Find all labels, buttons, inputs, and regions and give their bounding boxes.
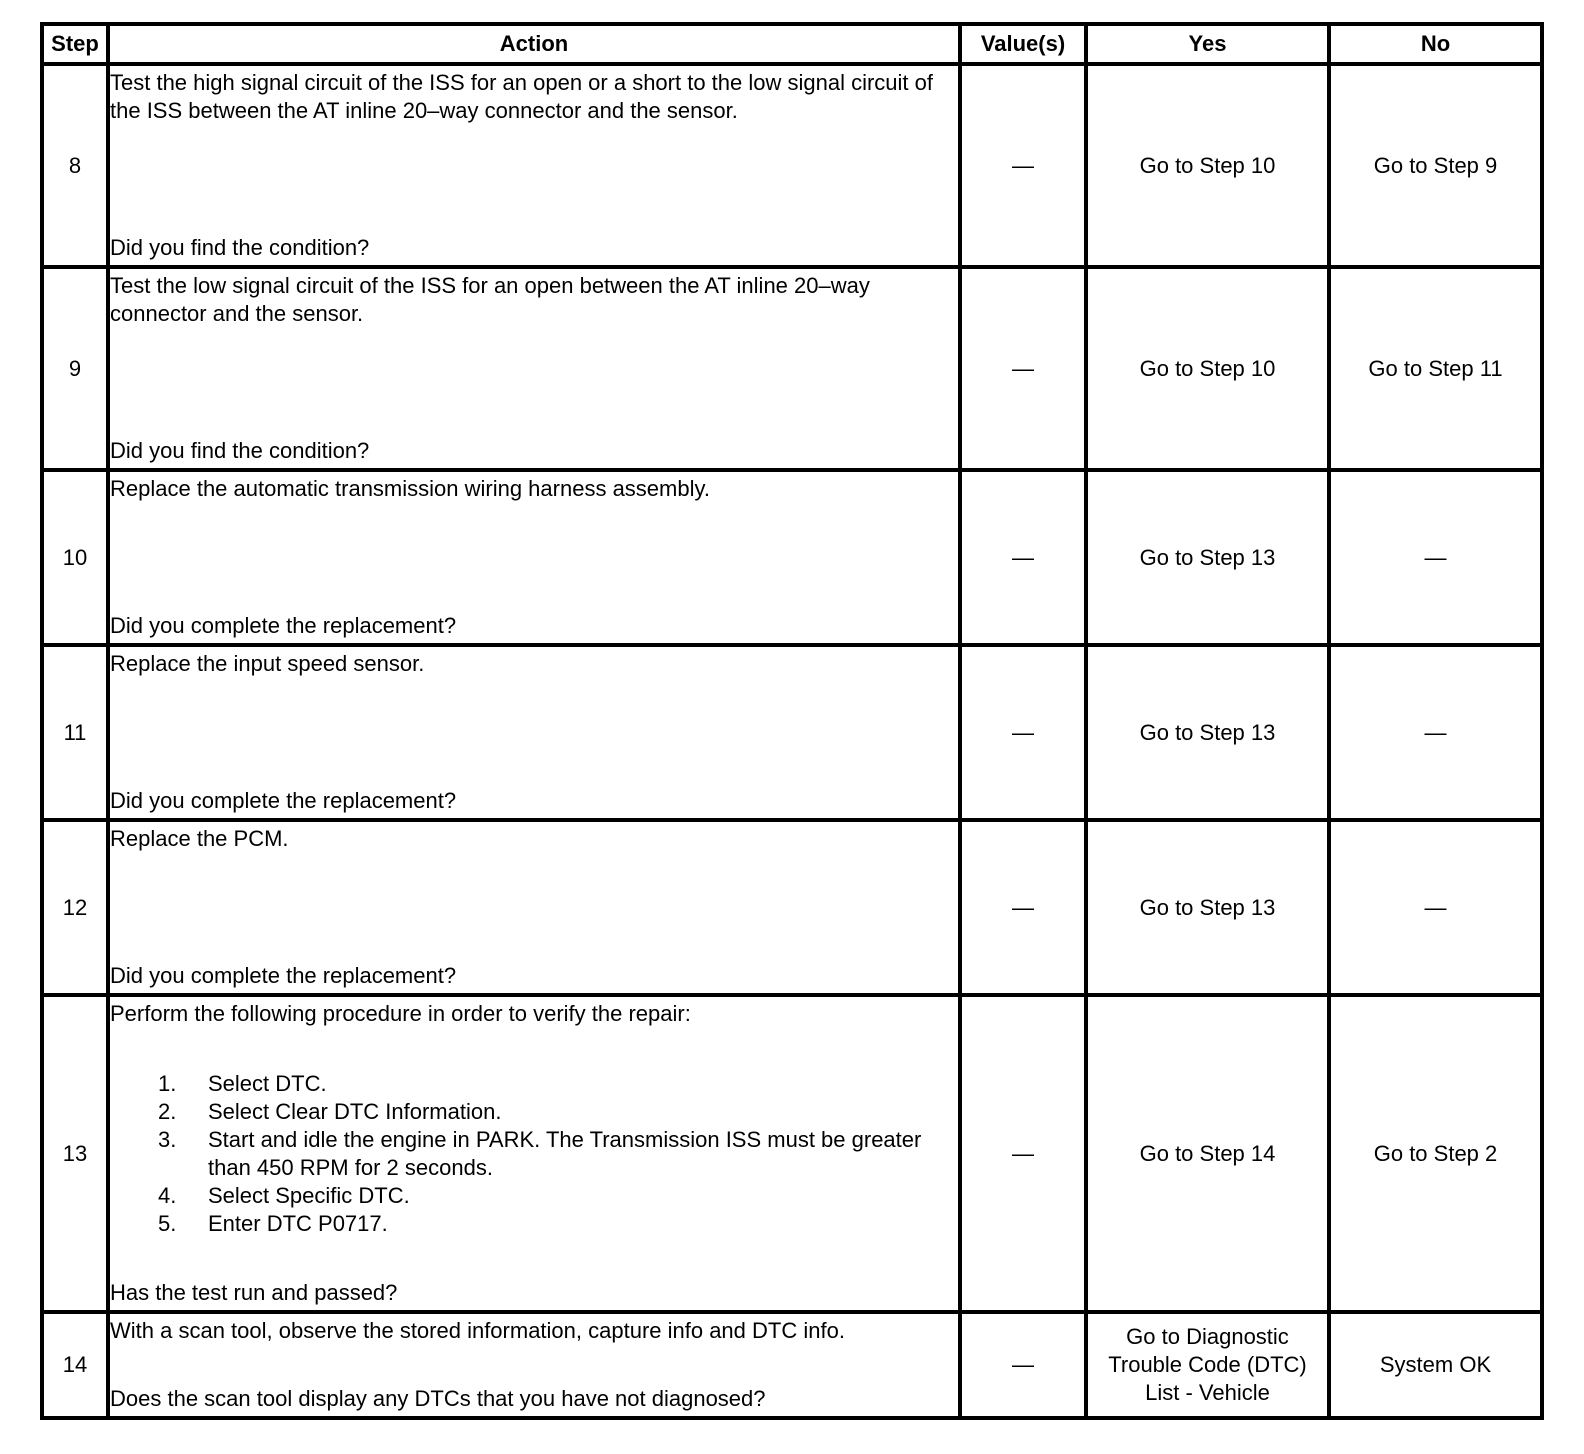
action-cell — [108, 995, 960, 1312]
no-cell: — — [1329, 645, 1542, 820]
no-cell: Go to Step 11 — [1329, 267, 1542, 470]
yes-cell: Go to Step 13 — [1086, 645, 1329, 820]
list-item-text: Start and idle the engine in PARK. The Transmission ISS must be greater than 450 RPM for 2 seconds. — [208, 1126, 922, 1180]
table-row — [42, 820, 1542, 995]
list-item-number: 1. — [158, 1070, 177, 1096]
header-values: Value(s) — [960, 24, 1086, 64]
action-question: Did you find the condition? — [110, 438, 370, 463]
action-question: Did you complete the replacement? — [110, 788, 457, 813]
yes-cell: Go to Step 13 — [1086, 470, 1329, 645]
step-number: 12 — [42, 820, 108, 995]
table-row — [42, 64, 1542, 267]
no-cell: Go to Step 9 — [1329, 64, 1542, 267]
action-cell — [108, 267, 960, 470]
action-question: Has the test run and passed? — [110, 1280, 398, 1305]
list-item-text: Enter DTC P0717. — [208, 1210, 388, 1236]
table-row — [42, 645, 1542, 820]
list-item — [110, 1070, 958, 1098]
no-cell: — — [1329, 820, 1542, 995]
list-item-number: 3. — [158, 1126, 177, 1152]
yes-cell: Go to Step 14 — [1086, 995, 1329, 1312]
value-cell: — — [960, 1312, 1086, 1418]
action-question: Did you complete the replacement? — [110, 613, 457, 638]
list-item — [110, 1098, 958, 1126]
no-cell: — — [1329, 470, 1542, 645]
no-cell: System OK — [1329, 1312, 1542, 1418]
action-cell — [108, 820, 960, 995]
list-item — [110, 1182, 958, 1210]
step-number: 9 — [42, 267, 108, 470]
step-number: 8 — [42, 64, 108, 267]
list-item — [110, 1126, 958, 1182]
header-step: Step — [42, 24, 108, 64]
header-action: Action — [108, 24, 960, 64]
list-item-number: 2. — [158, 1098, 177, 1124]
action-cell — [108, 645, 960, 820]
step-number: 10 — [42, 470, 108, 645]
no-cell: Go to Step 2 — [1329, 995, 1542, 1312]
header-yes: Yes — [1086, 24, 1329, 64]
list-item-number: 4. — [158, 1182, 177, 1208]
list-item-text: Select Specific DTC. — [208, 1182, 410, 1208]
diagnostic-table — [40, 22, 1544, 1420]
table-row — [42, 995, 1542, 1312]
value-cell: — — [960, 64, 1086, 267]
action-text: Perform the following procedure in order to verify the repair: — [110, 1001, 691, 1026]
action-cell — [108, 64, 960, 267]
step-number: 13 — [42, 995, 108, 1312]
action-text: Test the high signal circuit of the ISS for an open or a short to the low signal circuit of the ISS between the AT inline 20–way connector and the sensor. — [110, 70, 933, 123]
list-item-number: 5. — [158, 1210, 177, 1236]
step-number: 11 — [42, 645, 108, 820]
action-text: Test the low signal circuit of the ISS for an open between the AT inline 20–way connector and the sensor. — [110, 273, 870, 326]
action-text: Replace the PCM. — [110, 826, 289, 851]
value-cell: — — [960, 645, 1086, 820]
yes-cell: Go to Step 10 — [1086, 64, 1329, 267]
yes-cell: Go to Diagnostic Trouble Code (DTC) List - Vehicle — [1086, 1312, 1329, 1418]
header-row — [42, 24, 1542, 64]
value-cell: — — [960, 267, 1086, 470]
list-item-text: Select Clear DTC Information. — [208, 1098, 502, 1124]
value-cell: — — [960, 995, 1086, 1312]
value-cell: — — [960, 470, 1086, 645]
action-question: Did you find the condition? — [110, 235, 370, 260]
action-text: With a scan tool, observe the stored information, capture info and DTC info. — [110, 1318, 845, 1343]
table-row — [42, 1312, 1542, 1418]
action-text: Replace the automatic transmission wiring harness assembly. — [110, 476, 710, 501]
step-number: 14 — [42, 1312, 108, 1418]
table-row — [42, 470, 1542, 645]
action-text: Replace the input speed sensor. — [110, 651, 425, 676]
action-question: Did you complete the replacement? — [110, 963, 457, 988]
list-item-text: Select DTC. — [208, 1070, 327, 1096]
procedure-list — [110, 1070, 958, 1238]
value-cell: — — [960, 820, 1086, 995]
yes-cell: Go to Step 13 — [1086, 820, 1329, 995]
action-cell — [108, 470, 960, 645]
table-row — [42, 267, 1542, 470]
header-no: No — [1329, 24, 1542, 64]
yes-cell: Go to Step 10 — [1086, 267, 1329, 470]
list-item — [110, 1210, 958, 1238]
action-question: Does the scan tool display any DTCs that you have not diagnosed? — [110, 1386, 766, 1411]
action-cell — [108, 1312, 960, 1418]
